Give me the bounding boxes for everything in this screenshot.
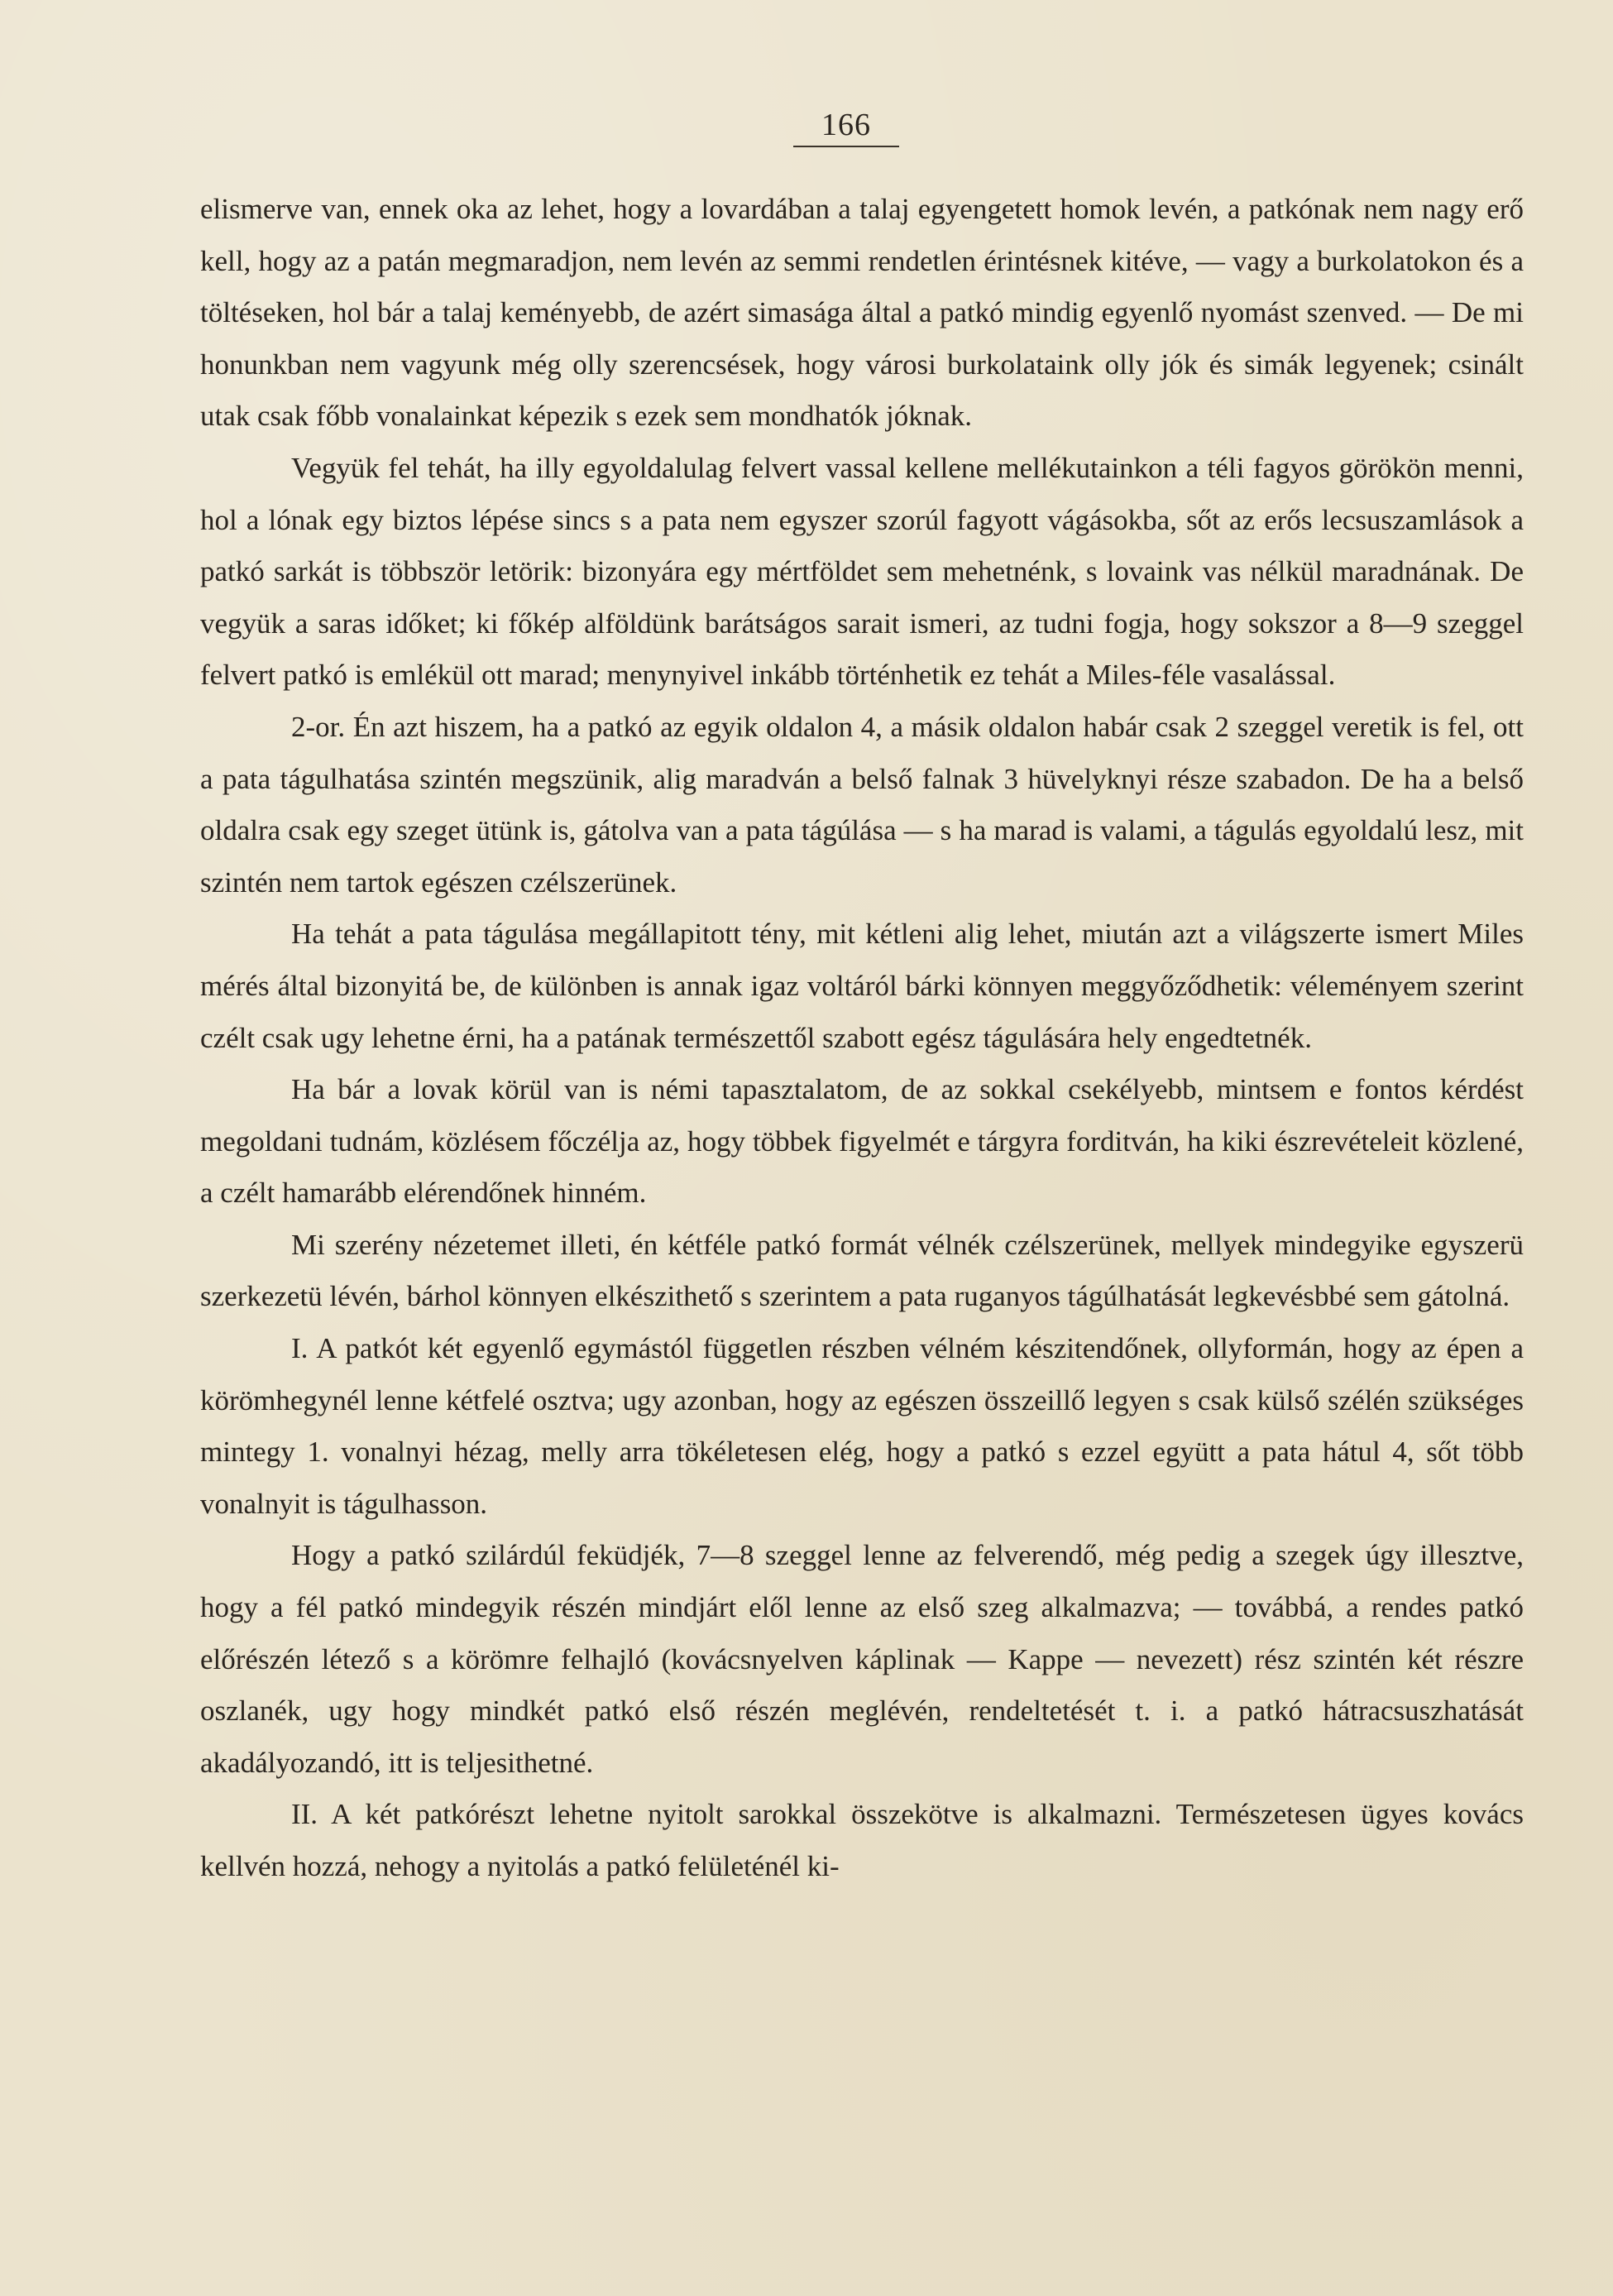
paragraph-5: Ha bár a lovak körül van is némi tapasztalatom, de az sokkal csekélyebb, mintsem e fontos kérdést megoldani tudnám, közlésem főczélja az, hogy többek figyelmét e tárgyra forditván, ha kiki észrevételeit közlené, a czélt hamarább elérendőnek hinném. xyxy=(200,1073,1524,1210)
paragraph-2: Vegyük fel tehát, ha illy egyoldalulag felvert vassal kellene mellékutainkon a téli fagyos görökön menni, hol a lónak egy biztos lépése sincs s a pata nem egyszer szorúl fagyott vágásokba, sőt az erős lecsuszamlások a patkó sarkát is többször letörik: bizonyára egy mértföldet sem mehetnénk, s lovaink vas nélkül maradnának. De vegyük a saras időket; ki főkép alföldünk barátságos sarait ismeri, az tudni fogja, hogy sokszor a 8—9 szeggel felvert patkó is emlékül ott marad; menynyivel inkább történhetik ez tehát a Miles-féle vasalással. xyxy=(200,451,1524,692)
page-number: 166 xyxy=(793,109,899,147)
paragraph-3: 2-or. Én azt hiszem, ha a patkó az egyik oldalon 4, a másik oldalon habár csak 2 szeggel veretik is fel, ott a pata tágulhatása szintén megszünik, alig maradván a belső falnak 3 hüvelyknyi része szabadon. De ha a belső oldalra csak egy szeget ütünk is, gátolva van a pata tágúlása — s ha marad is valami, a tágulás egyoldalú lesz, mit szintén nem tartok egészen czélszerünek. xyxy=(200,710,1524,899)
paragraph-8: Hogy a patkó szilárdúl feküdjék, 7—8 szeggel lenne az felverendő, még pedig a szegek úgy illesztve, hogy a fél patkó mindegyik részén mindjárt elől lenne az első szeg alkalmazva; — továbbá, a rendes patkó előrészén létező s a körömre felhajló (kovácsnyelven káplinak — Kappe — nevezett) rész szintén két részre oszlanék, ugy hogy mindkét patkó első részén meglévén, rendeltetését t. i. a patkó hátracsuszhatását akadályozandó, itt is teljesithetné. xyxy=(200,1539,1524,1779)
paragraph-9: II. A két patkórészt lehetne nyitolt sarokkal összekötve is alkalmazni. Természetesen ügyes kovács kellvén hozzá, nehogy a nyitolás a patkó felületénél ki- xyxy=(200,1798,1524,1882)
paragraph-1: elismerve van, ennek oka az lehet, hogy a lovardában a talaj egyengetett homok levén, a patkónak nem nagy erő kell, hogy az a patán megmaradjon, nem levén az semmi rendetlen érintésnek kitéve, — vagy a burkolatokon és a töltéseken, hol bár a talaj keményebb, de azért simasága által a patkó mindig egyenlő nyomást szenved. — De mi honunkban nem vagyunk még olly szerencsések, hogy városi burkolataink olly jók és simák legyenek; csinált utak csak főbb vonalainkat képezik s ezek sem mondhatók jóknak. xyxy=(200,193,1524,433)
paragraph-6: Mi szerény nézetemet illeti, én kétféle patkó formát vélnék czélszerünek, mellyek mindegyike egyszerü szerkezetü lévén, bárhol könnyen elkészithető s szerintem a pata ruganyos tágúlhatását legkevésbbé sem gátolná. xyxy=(200,1228,1524,1313)
paragraph-4: Ha tehát a pata tágulása megállapitott tény, mit kétleni alig lehet, miután azt a világszerte ismert Miles mérés által bizonyitá be, de különben is annak igaz voltáról bárki könnyen meggyőződhetik: véleményem szerint czélt csak ugy lehetne érni, ha a patának természettől szabott egész tágulására hely engedtetnék. xyxy=(200,918,1524,1054)
paragraph-7: I. A patkót két egyenlő egymástól független részben vélném készitendőnek, ollyformán, hogy az épen a körömhegynél lenne kétfelé osztva; ugy azonban, hogy az egészen összeillő legyen s csak külső szélén szükséges mintegy 1. vonalnyi hézag, melly arra tökéletesen elég, hogy a patkó s ezzel együtt a pata hátul 4, sőt több vonalnyit is tágulhasson. xyxy=(200,1332,1524,1520)
page-header xyxy=(0,109,1613,147)
page-body xyxy=(200,184,1524,1893)
